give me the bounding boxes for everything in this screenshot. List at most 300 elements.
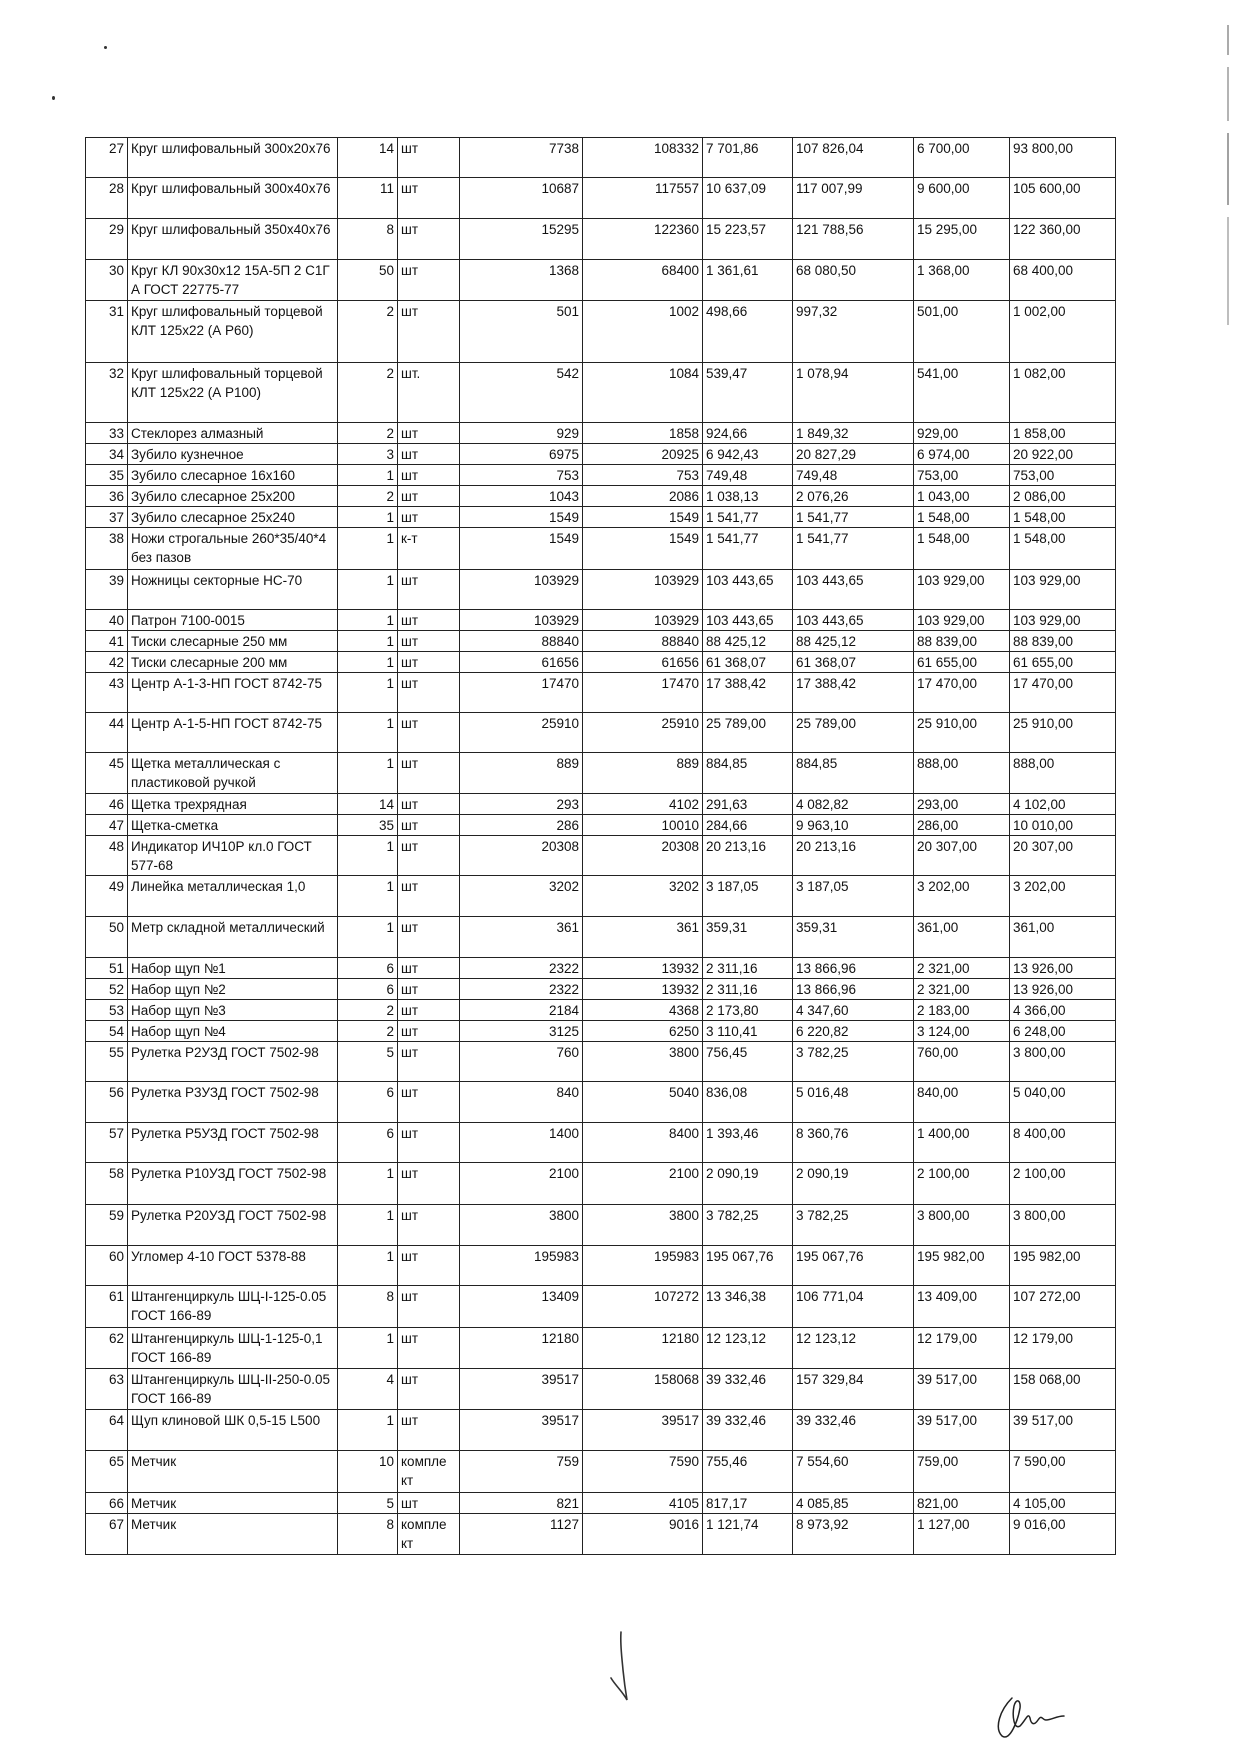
sum-col-2-cell: 20 827,29 <box>793 444 914 465</box>
total-sum-cell: 13932 <box>583 979 703 1000</box>
sum-col-4-cell: 39 517,00 <box>1010 1410 1116 1451</box>
unit-price-cell: 760 <box>460 1042 583 1082</box>
sum-col-2-cell: 4 085,85 <box>793 1493 914 1514</box>
unit-cell: шт <box>398 652 460 673</box>
price-col-1-cell: 817,17 <box>703 1493 793 1514</box>
unit-price-cell: 1368 <box>460 260 583 301</box>
row-number-cell: 59 <box>86 1205 128 1246</box>
scan-edge-artifact <box>1227 25 1229 325</box>
item-name-cell: Ножницы секторные НС-70 <box>128 570 338 610</box>
row-number-cell: 44 <box>86 713 128 753</box>
unit-price-cell: 361 <box>460 917 583 958</box>
unit-cell: шт <box>398 1493 460 1514</box>
sum-col-4-cell: 361,00 <box>1010 917 1116 958</box>
sum-col-4-cell: 12 179,00 <box>1010 1328 1116 1369</box>
total-sum-cell: 1084 <box>583 363 703 423</box>
price-col-1-cell: 3 187,05 <box>703 876 793 917</box>
sum-col-4-cell: 122 360,00 <box>1010 219 1116 260</box>
row-number-cell: 61 <box>86 1286 128 1328</box>
price-col-1-cell: 2 311,16 <box>703 958 793 979</box>
unit-price-cell: 889 <box>460 753 583 794</box>
price-col-3-cell: 286,00 <box>914 815 1010 836</box>
table-row <box>86 1493 1116 1514</box>
price-col-1-cell: 103 443,65 <box>703 610 793 631</box>
item-name-cell: Центр А-1-3-НП ГОСТ 8742-75 <box>128 673 338 713</box>
item-name-cell: Набор щуп №2 <box>128 979 338 1000</box>
item-name-cell: Метчик <box>128 1493 338 1514</box>
item-name-cell: Метчик <box>128 1514 338 1555</box>
price-col-1-cell: 6 942,43 <box>703 444 793 465</box>
table-row <box>86 1410 1116 1451</box>
sum-col-4-cell: 158 068,00 <box>1010 1369 1116 1410</box>
table-row <box>86 1286 1116 1328</box>
price-col-1-cell: 61 368,07 <box>703 652 793 673</box>
item-name-cell: Щетка трехрядная <box>128 794 338 815</box>
total-sum-cell: 20925 <box>583 444 703 465</box>
quantity-cell: 14 <box>338 794 398 815</box>
price-col-3-cell: 2 183,00 <box>914 1000 1010 1021</box>
table-row <box>86 528 1116 570</box>
row-number-cell: 52 <box>86 979 128 1000</box>
table-row <box>86 794 1116 815</box>
price-col-1-cell: 836,08 <box>703 1082 793 1123</box>
sum-col-4-cell: 9 016,00 <box>1010 1514 1116 1555</box>
total-sum-cell: 17470 <box>583 673 703 713</box>
sum-col-2-cell: 39 332,46 <box>793 1410 914 1451</box>
quantity-cell: 11 <box>338 178 398 219</box>
price-col-3-cell: 103 929,00 <box>914 610 1010 631</box>
unit-price-cell: 25910 <box>460 713 583 753</box>
sum-col-2-cell: 1 078,94 <box>793 363 914 423</box>
price-col-3-cell: 6 700,00 <box>914 138 1010 178</box>
unit-price-cell: 15295 <box>460 219 583 260</box>
sum-col-4-cell: 8 400,00 <box>1010 1123 1116 1163</box>
sum-col-4-cell: 61 655,00 <box>1010 652 1116 673</box>
unit-cell: шт <box>398 794 460 815</box>
price-col-3-cell: 759,00 <box>914 1451 1010 1493</box>
total-sum-cell: 195983 <box>583 1246 703 1286</box>
item-name-cell: Набор щуп №1 <box>128 958 338 979</box>
table-row <box>86 917 1116 958</box>
row-number-cell: 34 <box>86 444 128 465</box>
price-col-3-cell: 15 295,00 <box>914 219 1010 260</box>
price-col-3-cell: 3 800,00 <box>914 1205 1010 1246</box>
price-col-1-cell: 12 123,12 <box>703 1328 793 1369</box>
quantity-cell: 6 <box>338 1082 398 1123</box>
table-row <box>86 570 1116 610</box>
unit-cell: шт <box>398 610 460 631</box>
item-name-cell: Круг шлифовальный торцевой КЛТ 125х22 (А Р60) <box>128 301 338 363</box>
table-row <box>86 1246 1116 1286</box>
unit-cell: шт <box>398 1286 460 1328</box>
total-sum-cell: 2100 <box>583 1163 703 1205</box>
unit-cell: шт <box>398 444 460 465</box>
price-col-3-cell: 88 839,00 <box>914 631 1010 652</box>
total-sum-cell: 1002 <box>583 301 703 363</box>
unit-cell: шт <box>398 219 460 260</box>
row-number-cell: 38 <box>86 528 128 570</box>
quantity-cell: 1 <box>338 1410 398 1451</box>
unit-price-cell: 7738 <box>460 138 583 178</box>
sum-col-2-cell: 157 329,84 <box>793 1369 914 1410</box>
quantity-cell: 1 <box>338 1328 398 1369</box>
quantity-cell: 1 <box>338 713 398 753</box>
total-sum-cell: 4368 <box>583 1000 703 1021</box>
row-number-cell: 31 <box>86 301 128 363</box>
price-col-3-cell: 501,00 <box>914 301 1010 363</box>
price-col-1-cell: 88 425,12 <box>703 631 793 652</box>
price-col-3-cell: 293,00 <box>914 794 1010 815</box>
price-col-3-cell: 13 409,00 <box>914 1286 1010 1328</box>
price-col-3-cell: 3 124,00 <box>914 1021 1010 1042</box>
unit-cell: шт <box>398 1328 460 1369</box>
unit-cell: шт <box>398 570 460 610</box>
unit-cell: шт <box>398 1021 460 1042</box>
sum-col-2-cell: 749,48 <box>793 465 914 486</box>
table-row <box>86 444 1116 465</box>
row-number-cell: 51 <box>86 958 128 979</box>
total-sum-cell: 68400 <box>583 260 703 301</box>
sum-col-4-cell: 105 600,00 <box>1010 178 1116 219</box>
unit-cell: шт <box>398 178 460 219</box>
total-sum-cell: 107272 <box>583 1286 703 1328</box>
quantity-cell: 1 <box>338 1205 398 1246</box>
total-sum-cell: 25910 <box>583 713 703 753</box>
unit-price-cell: 840 <box>460 1082 583 1123</box>
unit-cell: шт <box>398 423 460 444</box>
row-number-cell: 30 <box>86 260 128 301</box>
table-row <box>86 673 1116 713</box>
price-col-1-cell: 284,66 <box>703 815 793 836</box>
price-col-3-cell: 1 368,00 <box>914 260 1010 301</box>
sum-col-4-cell: 10 010,00 <box>1010 815 1116 836</box>
sum-col-4-cell: 2 086,00 <box>1010 486 1116 507</box>
sum-col-2-cell: 88 425,12 <box>793 631 914 652</box>
unit-cell: шт <box>398 958 460 979</box>
table-row <box>86 1369 1116 1410</box>
item-name-cell: Круг шлифовальный 350х40х76 <box>128 219 338 260</box>
sum-col-2-cell: 2 090,19 <box>793 1163 914 1205</box>
table-row <box>86 507 1116 528</box>
sum-col-4-cell: 20 922,00 <box>1010 444 1116 465</box>
price-col-1-cell: 1 541,77 <box>703 528 793 570</box>
unit-price-cell: 929 <box>460 423 583 444</box>
price-col-3-cell: 25 910,00 <box>914 713 1010 753</box>
sum-col-4-cell: 4 102,00 <box>1010 794 1116 815</box>
sum-col-4-cell: 2 100,00 <box>1010 1163 1116 1205</box>
sum-col-2-cell: 884,85 <box>793 753 914 794</box>
total-sum-cell: 12180 <box>583 1328 703 1369</box>
table-row <box>86 1328 1116 1369</box>
total-sum-cell: 103929 <box>583 610 703 631</box>
table-row <box>86 138 1116 178</box>
quantity-cell: 2 <box>338 486 398 507</box>
unit-price-cell: 88840 <box>460 631 583 652</box>
row-number-cell: 53 <box>86 1000 128 1021</box>
table-row <box>86 815 1116 836</box>
unit-cell: компле кт <box>398 1514 460 1555</box>
quantity-cell: 1 <box>338 753 398 794</box>
row-number-cell: 56 <box>86 1082 128 1123</box>
quantity-cell: 2 <box>338 301 398 363</box>
sum-col-2-cell: 61 368,07 <box>793 652 914 673</box>
sum-col-4-cell: 1 548,00 <box>1010 507 1116 528</box>
unit-price-cell: 17470 <box>460 673 583 713</box>
unit-price-cell: 759 <box>460 1451 583 1493</box>
row-number-cell: 49 <box>86 876 128 917</box>
handwritten-check-mark <box>605 1630 635 1705</box>
item-name-cell: Штангенциркуль ШЦ-II-250-0.05 ГОСТ 166-89 <box>128 1369 338 1410</box>
sum-col-4-cell: 195 982,00 <box>1010 1246 1116 1286</box>
price-col-1-cell: 291,63 <box>703 794 793 815</box>
sum-col-2-cell: 121 788,56 <box>793 219 914 260</box>
price-col-3-cell: 929,00 <box>914 423 1010 444</box>
row-number-cell: 57 <box>86 1123 128 1163</box>
price-col-1-cell: 39 332,46 <box>703 1410 793 1451</box>
unit-price-cell: 39517 <box>460 1410 583 1451</box>
unit-cell: шт <box>398 301 460 363</box>
unit-price-cell: 39517 <box>460 1369 583 1410</box>
unit-cell: шт <box>398 876 460 917</box>
price-col-1-cell: 756,45 <box>703 1042 793 1082</box>
table-row <box>86 363 1116 423</box>
unit-cell: шт <box>398 673 460 713</box>
row-number-cell: 48 <box>86 836 128 876</box>
unit-cell: шт <box>398 631 460 652</box>
price-col-3-cell: 1 043,00 <box>914 486 1010 507</box>
price-col-1-cell: 2 090,19 <box>703 1163 793 1205</box>
sum-col-2-cell: 2 076,26 <box>793 486 914 507</box>
unit-price-cell: 286 <box>460 815 583 836</box>
row-number-cell: 55 <box>86 1042 128 1082</box>
sum-col-4-cell: 1 082,00 <box>1010 363 1116 423</box>
sum-col-2-cell: 1 849,32 <box>793 423 914 444</box>
unit-price-cell: 2322 <box>460 958 583 979</box>
sum-col-2-cell: 7 554,60 <box>793 1451 914 1493</box>
price-col-1-cell: 1 541,77 <box>703 507 793 528</box>
unit-cell: шт <box>398 486 460 507</box>
total-sum-cell: 158068 <box>583 1369 703 1410</box>
sum-col-2-cell: 3 782,25 <box>793 1205 914 1246</box>
item-name-cell: Набор щуп №3 <box>128 1000 338 1021</box>
price-col-3-cell: 195 982,00 <box>914 1246 1010 1286</box>
total-sum-cell: 7590 <box>583 1451 703 1493</box>
sum-col-2-cell: 103 443,65 <box>793 570 914 610</box>
item-name-cell: Угломер 4-10 ГОСТ 5378-88 <box>128 1246 338 1286</box>
price-col-1-cell: 2 311,16 <box>703 979 793 1000</box>
total-sum-cell: 103929 <box>583 570 703 610</box>
unit-cell: шт <box>398 836 460 876</box>
sum-col-2-cell: 13 866,96 <box>793 958 914 979</box>
sum-col-2-cell: 6 220,82 <box>793 1021 914 1042</box>
sum-col-2-cell: 20 213,16 <box>793 836 914 876</box>
sum-col-2-cell: 68 080,50 <box>793 260 914 301</box>
unit-cell: шт. <box>398 363 460 423</box>
row-number-cell: 43 <box>86 673 128 713</box>
quantity-cell: 8 <box>338 219 398 260</box>
items-table-body <box>86 138 1116 1555</box>
unit-cell: шт <box>398 815 460 836</box>
unit-cell: шт <box>398 138 460 178</box>
sum-col-2-cell: 12 123,12 <box>793 1328 914 1369</box>
table-row <box>86 1082 1116 1123</box>
item-name-cell: Круг шлифовальный торцевой КЛТ 125х22 (А Р100) <box>128 363 338 423</box>
row-number-cell: 32 <box>86 363 128 423</box>
item-name-cell: Метр складной металлический <box>128 917 338 958</box>
unit-price-cell: 3125 <box>460 1021 583 1042</box>
price-col-1-cell: 3 110,41 <box>703 1021 793 1042</box>
sum-col-4-cell: 13 926,00 <box>1010 958 1116 979</box>
unit-cell: шт <box>398 1410 460 1451</box>
quantity-cell: 1 <box>338 836 398 876</box>
sum-col-4-cell: 5 040,00 <box>1010 1082 1116 1123</box>
total-sum-cell: 6250 <box>583 1021 703 1042</box>
sum-col-2-cell: 1 541,77 <box>793 528 914 570</box>
row-number-cell: 62 <box>86 1328 128 1369</box>
total-sum-cell: 10010 <box>583 815 703 836</box>
row-number-cell: 46 <box>86 794 128 815</box>
row-number-cell: 28 <box>86 178 128 219</box>
price-col-3-cell: 61 655,00 <box>914 652 1010 673</box>
item-name-cell: Патрон 7100-0015 <box>128 610 338 631</box>
quantity-cell: 1 <box>338 652 398 673</box>
item-name-cell: Рулетка Р2УЗД ГОСТ 7502-98 <box>128 1042 338 1082</box>
unit-cell: шт <box>398 1000 460 1021</box>
item-name-cell: Метчик <box>128 1451 338 1493</box>
price-col-3-cell: 103 929,00 <box>914 570 1010 610</box>
sum-col-2-cell: 9 963,10 <box>793 815 914 836</box>
price-col-1-cell: 195 067,76 <box>703 1246 793 1286</box>
price-col-1-cell: 924,66 <box>703 423 793 444</box>
total-sum-cell: 61656 <box>583 652 703 673</box>
total-sum-cell: 122360 <box>583 219 703 260</box>
price-col-1-cell: 1 121,74 <box>703 1514 793 1555</box>
sum-col-4-cell: 107 272,00 <box>1010 1286 1116 1328</box>
price-col-3-cell: 2 321,00 <box>914 958 1010 979</box>
item-name-cell: Тиски слесарные 200 мм <box>128 652 338 673</box>
item-name-cell: Рулетка Р20УЗД ГОСТ 7502-98 <box>128 1205 338 1246</box>
sum-col-4-cell: 4 366,00 <box>1010 1000 1116 1021</box>
unit-price-cell: 6975 <box>460 444 583 465</box>
unit-price-cell: 2100 <box>460 1163 583 1205</box>
sum-col-4-cell: 4 105,00 <box>1010 1493 1116 1514</box>
total-sum-cell: 4102 <box>583 794 703 815</box>
total-sum-cell: 4105 <box>583 1493 703 1514</box>
sum-col-2-cell: 4 082,82 <box>793 794 914 815</box>
unit-cell: компле кт <box>398 1451 460 1493</box>
unit-price-cell: 20308 <box>460 836 583 876</box>
total-sum-cell: 8400 <box>583 1123 703 1163</box>
row-number-cell: 47 <box>86 815 128 836</box>
price-col-3-cell: 6 974,00 <box>914 444 1010 465</box>
unit-price-cell: 13409 <box>460 1286 583 1328</box>
quantity-cell: 50 <box>338 260 398 301</box>
quantity-cell: 4 <box>338 1369 398 1410</box>
sum-col-4-cell: 1 858,00 <box>1010 423 1116 444</box>
unit-cell: шт <box>398 260 460 301</box>
quantity-cell: 1 <box>338 673 398 713</box>
row-number-cell: 42 <box>86 652 128 673</box>
sum-col-4-cell: 1 548,00 <box>1010 528 1116 570</box>
table-row <box>86 423 1116 444</box>
table-row <box>86 876 1116 917</box>
price-col-3-cell: 760,00 <box>914 1042 1010 1082</box>
quantity-cell: 1 <box>338 631 398 652</box>
total-sum-cell: 3800 <box>583 1205 703 1246</box>
unit-price-cell: 2184 <box>460 1000 583 1021</box>
total-sum-cell: 3800 <box>583 1042 703 1082</box>
price-col-1-cell: 2 173,80 <box>703 1000 793 1021</box>
price-col-1-cell: 3 782,25 <box>703 1205 793 1246</box>
unit-cell: шт <box>398 507 460 528</box>
sum-col-2-cell: 13 866,96 <box>793 979 914 1000</box>
row-number-cell: 39 <box>86 570 128 610</box>
sum-col-2-cell: 195 067,76 <box>793 1246 914 1286</box>
table-row <box>86 1000 1116 1021</box>
unit-cell: шт <box>398 1163 460 1205</box>
total-sum-cell: 108332 <box>583 138 703 178</box>
sum-col-4-cell: 1 002,00 <box>1010 301 1116 363</box>
price-col-1-cell: 1 361,61 <box>703 260 793 301</box>
item-name-cell: Штангенциркуль ШЦ-1-125-0,1 ГОСТ 166-89 <box>128 1328 338 1369</box>
item-name-cell: Набор щуп №4 <box>128 1021 338 1042</box>
sum-col-2-cell: 997,32 <box>793 301 914 363</box>
unit-cell: шт <box>398 1246 460 1286</box>
price-col-3-cell: 39 517,00 <box>914 1369 1010 1410</box>
table-row <box>86 1514 1116 1555</box>
unit-price-cell: 501 <box>460 301 583 363</box>
row-number-cell: 45 <box>86 753 128 794</box>
table-row <box>86 1205 1116 1246</box>
sum-col-2-cell: 103 443,65 <box>793 610 914 631</box>
sum-col-4-cell: 17 470,00 <box>1010 673 1116 713</box>
total-sum-cell: 1549 <box>583 507 703 528</box>
quantity-cell: 5 <box>338 1042 398 1082</box>
quantity-cell: 2 <box>338 1000 398 1021</box>
item-name-cell: Рулетка Р3УЗД ГОСТ 7502-98 <box>128 1082 338 1123</box>
quantity-cell: 3 <box>338 444 398 465</box>
price-col-3-cell: 541,00 <box>914 363 1010 423</box>
unit-cell: шт <box>398 917 460 958</box>
unit-cell: шт <box>398 1205 460 1246</box>
total-sum-cell: 9016 <box>583 1514 703 1555</box>
table-row <box>86 1451 1116 1493</box>
total-sum-cell: 2086 <box>583 486 703 507</box>
total-sum-cell: 39517 <box>583 1410 703 1451</box>
unit-price-cell: 103929 <box>460 610 583 631</box>
quantity-cell: 1 <box>338 528 398 570</box>
price-col-3-cell: 2 321,00 <box>914 979 1010 1000</box>
price-col-1-cell: 1 038,13 <box>703 486 793 507</box>
row-number-cell: 33 <box>86 423 128 444</box>
price-col-1-cell: 15 223,57 <box>703 219 793 260</box>
quantity-cell: 1 <box>338 465 398 486</box>
quantity-cell: 1 <box>338 876 398 917</box>
price-col-3-cell: 17 470,00 <box>914 673 1010 713</box>
quantity-cell: 6 <box>338 979 398 1000</box>
row-number-cell: 63 <box>86 1369 128 1410</box>
price-col-3-cell: 888,00 <box>914 753 1010 794</box>
unit-cell: шт <box>398 753 460 794</box>
sum-col-2-cell: 107 826,04 <box>793 138 914 178</box>
price-col-1-cell: 25 789,00 <box>703 713 793 753</box>
unit-cell: шт <box>398 1369 460 1410</box>
sum-col-2-cell: 359,31 <box>793 917 914 958</box>
price-col-3-cell: 3 202,00 <box>914 876 1010 917</box>
sum-col-4-cell: 888,00 <box>1010 753 1116 794</box>
unit-price-cell: 1400 <box>460 1123 583 1163</box>
unit-cell: шт <box>398 1123 460 1163</box>
